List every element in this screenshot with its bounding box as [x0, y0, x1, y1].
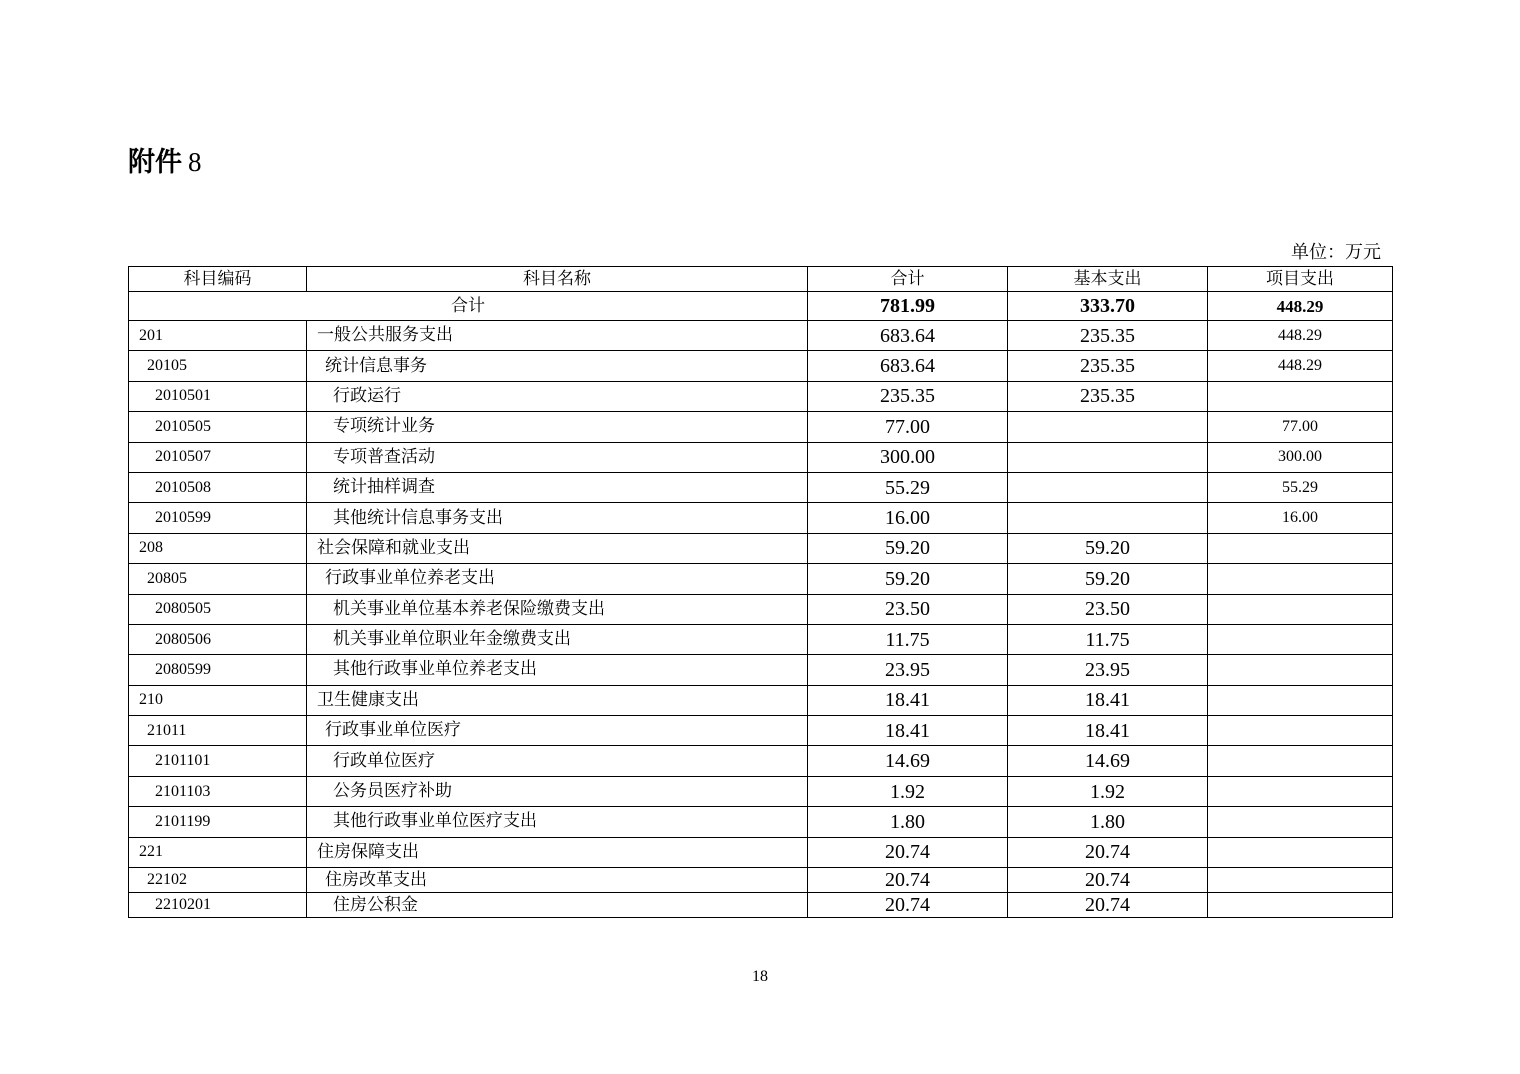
row-total: 59.20 — [808, 533, 1008, 563]
row-code: 2080505 — [129, 594, 307, 624]
row-name: 一般公共服务支出 — [307, 321, 808, 351]
unit-label: 单位：万元 — [1291, 242, 1381, 263]
row-project — [1208, 716, 1393, 746]
row-code: 22102 — [129, 868, 307, 893]
row-total: 20.74 — [808, 868, 1008, 893]
row-project — [1208, 655, 1393, 685]
row-project: 448.29 — [1208, 351, 1393, 381]
table-row — [129, 716, 1393, 746]
row-basic: 59.20 — [1008, 533, 1208, 563]
header-basic: 基本支出 — [1008, 267, 1208, 292]
row-project — [1208, 807, 1393, 837]
table-row — [129, 655, 1393, 685]
row-total: 20.74 — [808, 893, 1008, 918]
row-project — [1208, 685, 1393, 715]
table-row — [129, 503, 1393, 533]
row-name: 行政单位医疗 — [307, 746, 808, 776]
row-total: 683.64 — [808, 351, 1008, 381]
row-basic: 18.41 — [1008, 685, 1208, 715]
row-name: 公务员医疗补助 — [307, 776, 808, 806]
header-total: 合计 — [808, 267, 1008, 292]
header-name: 科目名称 — [307, 267, 808, 292]
row-total: 23.50 — [808, 594, 1008, 624]
row-project: 77.00 — [1208, 412, 1393, 442]
row-code: 208 — [129, 533, 307, 563]
table-row — [129, 381, 1393, 411]
row-basic — [1008, 412, 1208, 442]
row-basic: 59.20 — [1008, 564, 1208, 594]
row-total: 23.95 — [808, 655, 1008, 685]
row-code: 2010508 — [129, 472, 307, 502]
total-sum: 781.99 — [808, 292, 1008, 321]
row-basic: 20.74 — [1008, 837, 1208, 867]
row-basic: 235.35 — [1008, 351, 1208, 381]
row-code: 2101199 — [129, 807, 307, 837]
row-total: 1.80 — [808, 807, 1008, 837]
table-body — [129, 292, 1393, 918]
table-row — [129, 412, 1393, 442]
row-total: 1.92 — [808, 776, 1008, 806]
header-project: 项目支出 — [1208, 267, 1393, 292]
row-project — [1208, 746, 1393, 776]
row-name: 统计抽样调查 — [307, 472, 808, 502]
attachment-number: 8 — [188, 147, 202, 177]
row-total: 235.35 — [808, 381, 1008, 411]
row-code: 20805 — [129, 564, 307, 594]
row-name: 专项普查活动 — [307, 442, 808, 472]
row-basic: 235.35 — [1008, 321, 1208, 351]
table-row — [129, 442, 1393, 472]
page-number: 18 — [752, 968, 768, 985]
row-basic: 20.74 — [1008, 893, 1208, 918]
row-name: 其他行政事业单位医疗支出 — [307, 807, 808, 837]
row-code: 21011 — [129, 716, 307, 746]
row-basic — [1008, 503, 1208, 533]
table-row — [129, 564, 1393, 594]
row-code: 201 — [129, 321, 307, 351]
row-total: 20.74 — [808, 837, 1008, 867]
table-row — [129, 685, 1393, 715]
row-name: 专项统计业务 — [307, 412, 808, 442]
row-total: 14.69 — [808, 746, 1008, 776]
row-name: 社会保障和就业支出 — [307, 533, 808, 563]
row-code: 2080599 — [129, 655, 307, 685]
row-name: 机关事业单位职业年金缴费支出 — [307, 624, 808, 654]
row-name: 卫生健康支出 — [307, 685, 808, 715]
total-label: 合计 — [129, 292, 808, 321]
row-code: 2010599 — [129, 503, 307, 533]
table-row — [129, 893, 1393, 918]
row-project — [1208, 837, 1393, 867]
row-total: 16.00 — [808, 503, 1008, 533]
row-project — [1208, 533, 1393, 563]
row-name: 住房公积金 — [307, 893, 808, 918]
row-basic: 20.74 — [1008, 868, 1208, 893]
row-name: 住房改革支出 — [307, 868, 808, 893]
row-code: 2010501 — [129, 381, 307, 411]
row-basic — [1008, 472, 1208, 502]
row-total: 683.64 — [808, 321, 1008, 351]
row-code: 20105 — [129, 351, 307, 381]
row-code: 2010505 — [129, 412, 307, 442]
row-basic: 1.80 — [1008, 807, 1208, 837]
table-row — [129, 351, 1393, 381]
row-project — [1208, 594, 1393, 624]
table-row — [129, 624, 1393, 654]
table-row — [129, 837, 1393, 867]
row-basic: 235.35 — [1008, 381, 1208, 411]
table-row — [129, 472, 1393, 502]
row-project — [1208, 381, 1393, 411]
row-name: 统计信息事务 — [307, 351, 808, 381]
header-row — [129, 267, 1393, 292]
row-project: 448.29 — [1208, 321, 1393, 351]
row-project — [1208, 868, 1393, 893]
table-row — [129, 746, 1393, 776]
row-project: 300.00 — [1208, 442, 1393, 472]
row-name: 机关事业单位基本养老保险缴费支出 — [307, 594, 808, 624]
row-basic: 11.75 — [1008, 624, 1208, 654]
row-project — [1208, 893, 1393, 918]
row-project: 16.00 — [1208, 503, 1393, 533]
budget-table — [128, 266, 1393, 918]
table-row — [129, 868, 1393, 893]
row-code: 221 — [129, 837, 307, 867]
row-code: 2101101 — [129, 746, 307, 776]
total-project: 448.29 — [1208, 292, 1393, 321]
row-basic: 23.50 — [1008, 594, 1208, 624]
row-name: 其他统计信息事务支出 — [307, 503, 808, 533]
row-code: 2210201 — [129, 893, 307, 918]
total-basic: 333.70 — [1008, 292, 1208, 321]
total-row — [129, 292, 1393, 321]
table-row — [129, 533, 1393, 563]
row-project — [1208, 776, 1393, 806]
row-total: 59.20 — [808, 564, 1008, 594]
attachment-title — [128, 140, 202, 179]
row-project: 55.29 — [1208, 472, 1393, 502]
table-row — [129, 807, 1393, 837]
row-basic: 1.92 — [1008, 776, 1208, 806]
row-total: 11.75 — [808, 624, 1008, 654]
attachment-label: 附件 — [128, 147, 182, 178]
row-name: 其他行政事业单位养老支出 — [307, 655, 808, 685]
row-name: 住房保障支出 — [307, 837, 808, 867]
header-code: 科目编码 — [129, 267, 307, 292]
row-basic: 14.69 — [1008, 746, 1208, 776]
row-total: 77.00 — [808, 412, 1008, 442]
row-total: 18.41 — [808, 685, 1008, 715]
row-name: 行政运行 — [307, 381, 808, 411]
row-basic: 23.95 — [1008, 655, 1208, 685]
row-project — [1208, 624, 1393, 654]
row-code: 2010507 — [129, 442, 307, 472]
row-basic: 18.41 — [1008, 716, 1208, 746]
row-total: 55.29 — [808, 472, 1008, 502]
table-row — [129, 321, 1393, 351]
row-code: 2101103 — [129, 776, 307, 806]
row-project — [1208, 564, 1393, 594]
row-total: 18.41 — [808, 716, 1008, 746]
row-code: 210 — [129, 685, 307, 715]
table-row — [129, 776, 1393, 806]
row-name: 行政事业单位养老支出 — [307, 564, 808, 594]
table-row — [129, 594, 1393, 624]
row-basic — [1008, 442, 1208, 472]
row-name: 行政事业单位医疗 — [307, 716, 808, 746]
row-code: 2080506 — [129, 624, 307, 654]
row-total: 300.00 — [808, 442, 1008, 472]
